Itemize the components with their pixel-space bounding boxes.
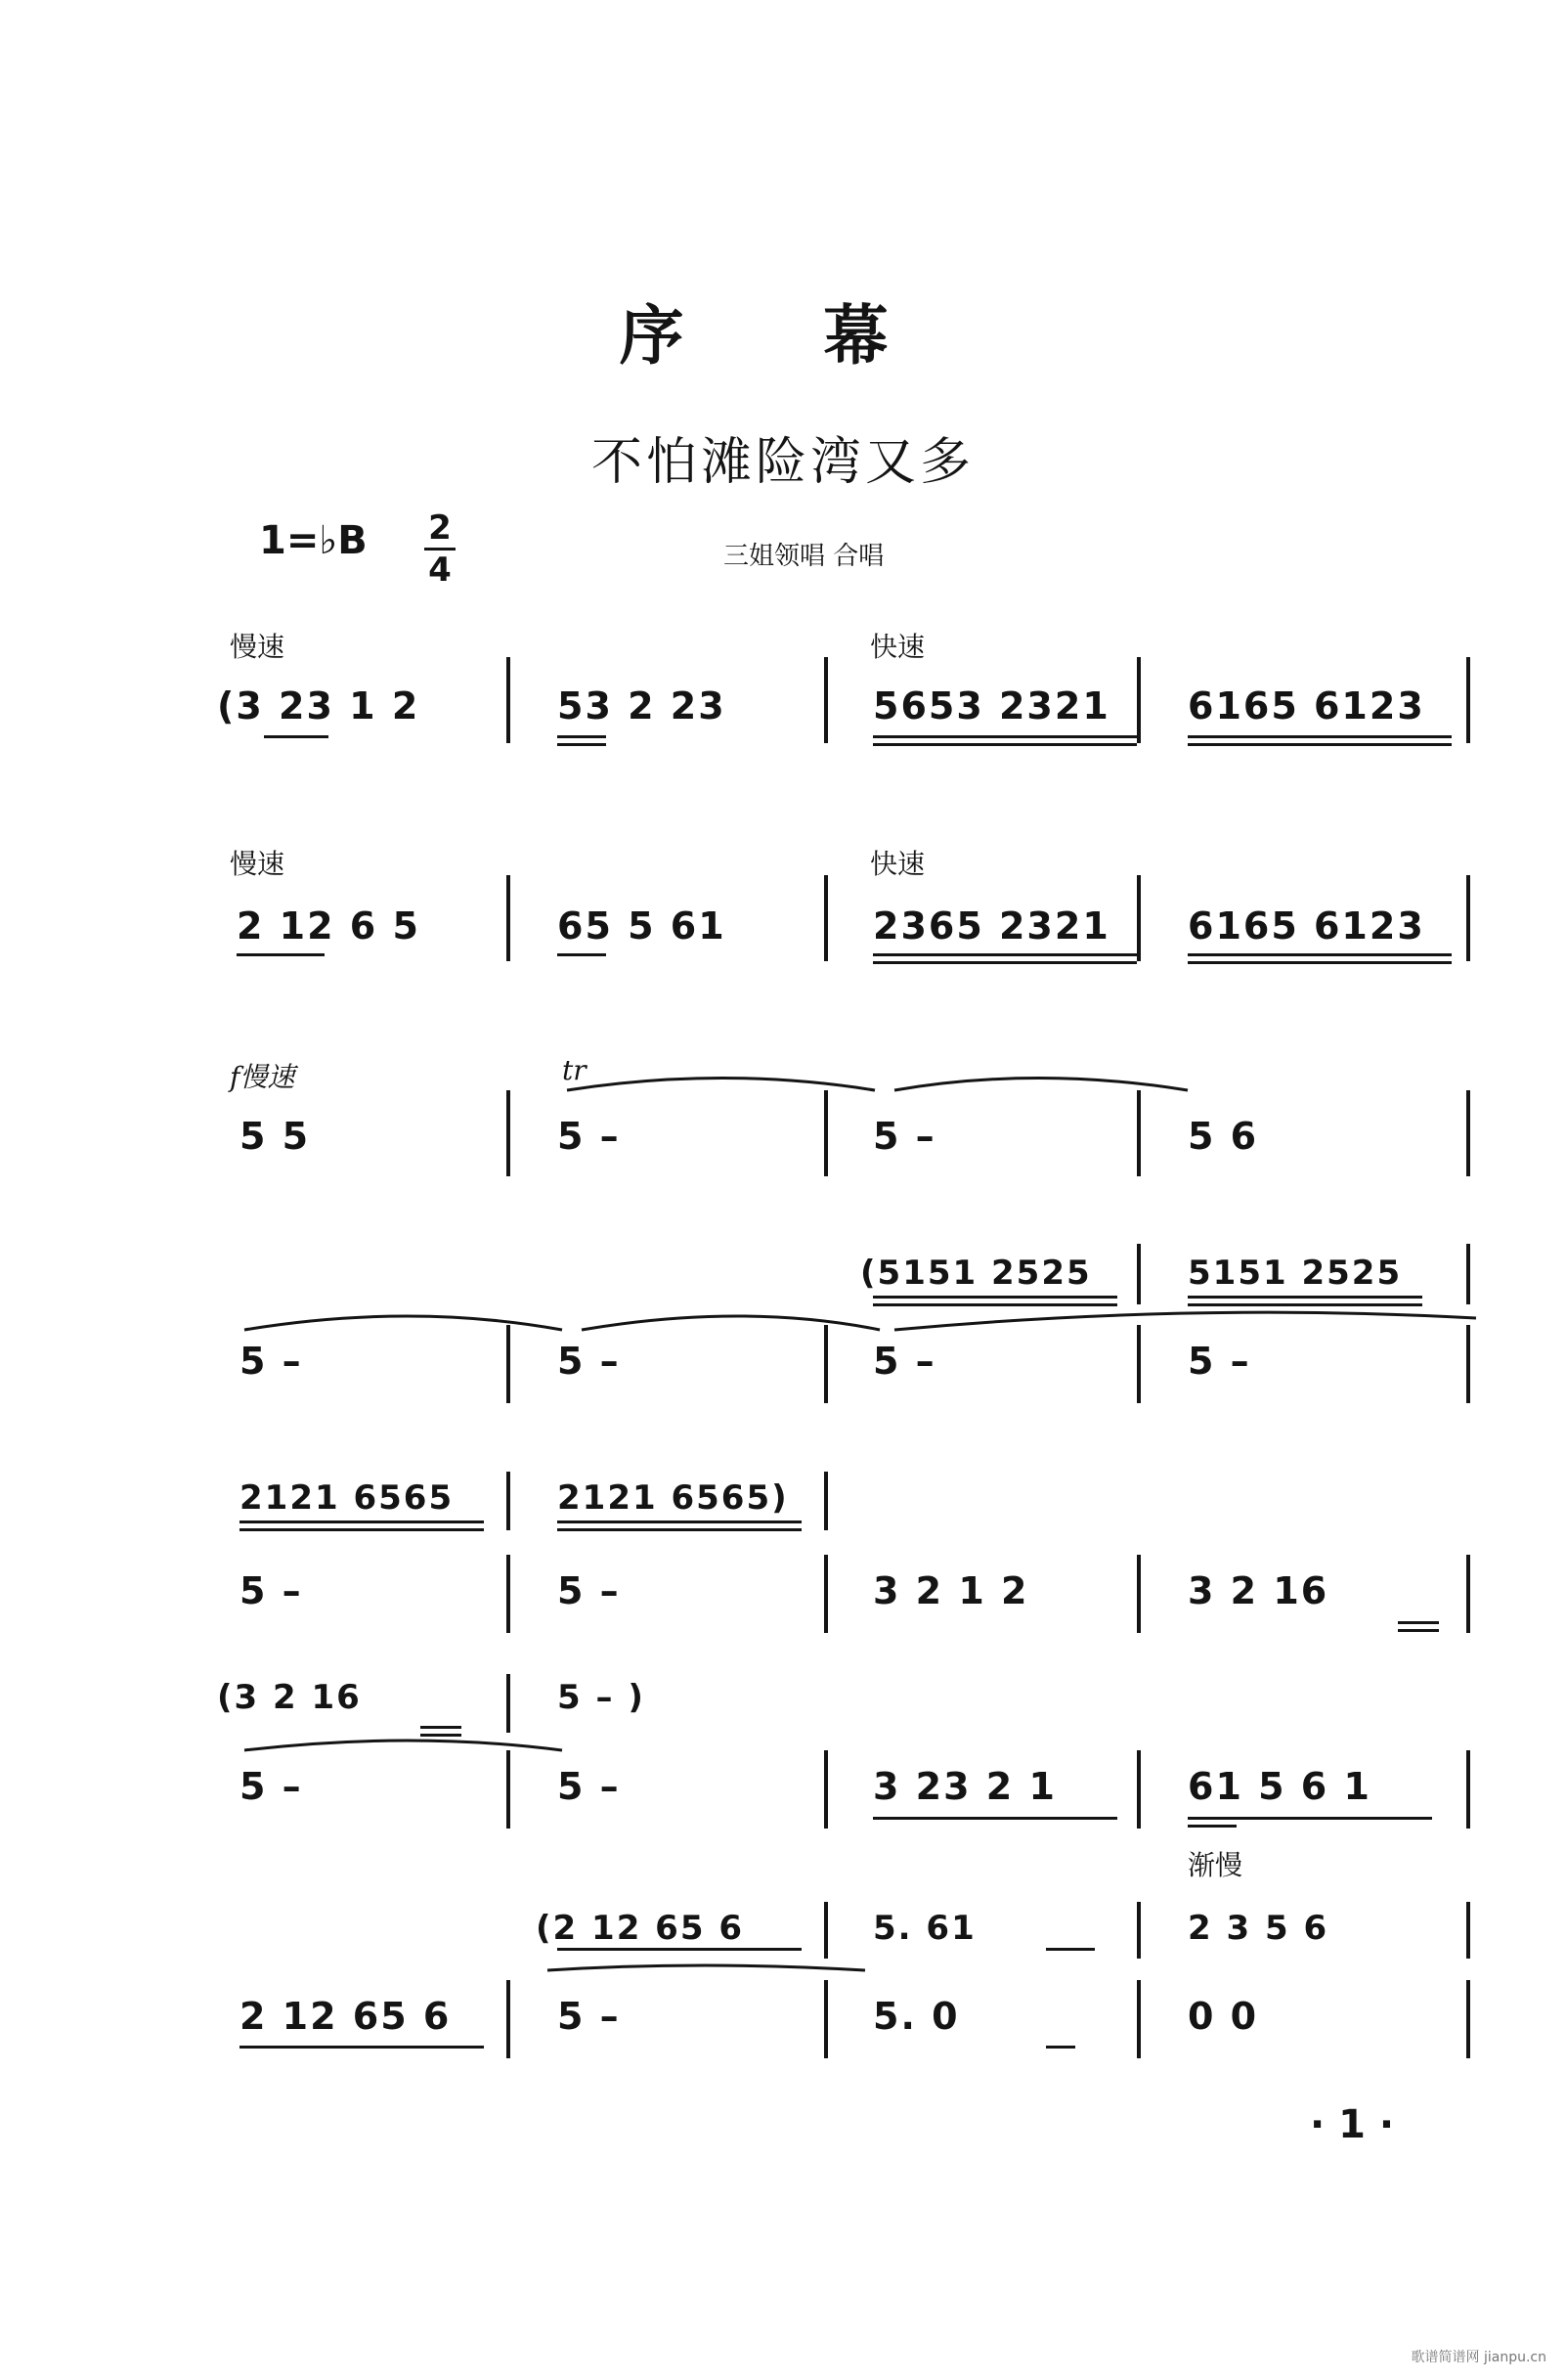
measure: 5 – [557,1995,621,2038]
time-sig-top: 2 [428,508,452,548]
measure: 6165 6123 [1188,904,1425,948]
tempo-marking-fast: 快速 [870,631,926,663]
tie [244,1316,562,1330]
accompaniment-measure: 5 – ) [557,1678,645,1717]
measure: 5 – [873,1340,936,1383]
measure: 5 – [557,1340,621,1383]
tempo-marking-slow: 慢速 [230,848,285,880]
measure: 5 – [557,1569,621,1612]
measure: 5653 2321 [873,684,1110,727]
tie [582,1316,880,1330]
tie [567,1079,875,1091]
accompaniment-measure: 5151 2525 [1188,1254,1403,1293]
measure: 5 – [239,1569,303,1612]
measure: 3 2 1 2 [873,1569,1029,1612]
tie [547,1965,865,1970]
measure: 65 5 61 [557,904,726,948]
tie [894,1079,1188,1091]
performers: 三姐领唱 合唱 [723,542,885,571]
measure: 5 – [557,1765,621,1808]
accompaniment-measure: (3 2 16 [217,1678,362,1717]
accompaniment-measure: (2 12 65 6 [536,1909,744,1948]
tie [894,1312,1476,1330]
accompaniment-measure: 5. 61 [873,1909,977,1948]
tempo-marking-slow: 慢速 [230,631,285,663]
tempo-marking-fast: 快速 [870,848,926,880]
key-signature: 1=♭B [259,518,368,563]
measure: 0 0 [1188,1995,1259,2038]
measure: 5 – [239,1765,303,1808]
measure: 5 6 [1188,1115,1259,1158]
accompaniment-measure: 2 3 5 6 [1188,1909,1329,1948]
measure: 2 12 6 5 [237,904,420,948]
measure: (3 23 1 2 [217,684,420,727]
measure: 61 5 6 1 [1188,1765,1371,1808]
measure: 5 – [873,1115,936,1158]
measure: 2365 2321 [873,904,1110,948]
time-sig-bottom: 4 [428,551,452,590]
measure: 5 – [1188,1340,1251,1383]
watermark: 歌谱简谱网 jianpu.cn [1411,2350,1546,2365]
page-number: · 1 · [1310,2102,1395,2147]
accompaniment-measure: (5151 2525 [860,1254,1092,1293]
measure: 5 – [239,1340,303,1383]
page-title: 序 幕 [619,297,947,374]
measure: 3 2 16 [1188,1569,1329,1612]
measure: 5 5 [239,1115,311,1158]
trill-marking: tr [562,1054,587,1086]
measure: 6165 6123 [1188,684,1425,727]
tempo-marking-f-slow: f慢速 [230,1061,295,1093]
tie [244,1741,562,1750]
measure: 5 – [557,1115,621,1158]
measure: 2 12 65 6 [239,1995,452,2038]
tempo-marking-gradual-slow: 渐慢 [1188,1849,1243,1881]
song-title: 不怕滩险湾又多 [590,433,975,492]
measure: 5. 0 [873,1995,960,2038]
accompaniment-measure: 2121 6565) [557,1478,789,1518]
accompaniment-measure: 2121 6565 [239,1478,455,1518]
measure: 3 23 2 1 [873,1765,1057,1808]
measure: 53 2 23 [557,684,726,727]
